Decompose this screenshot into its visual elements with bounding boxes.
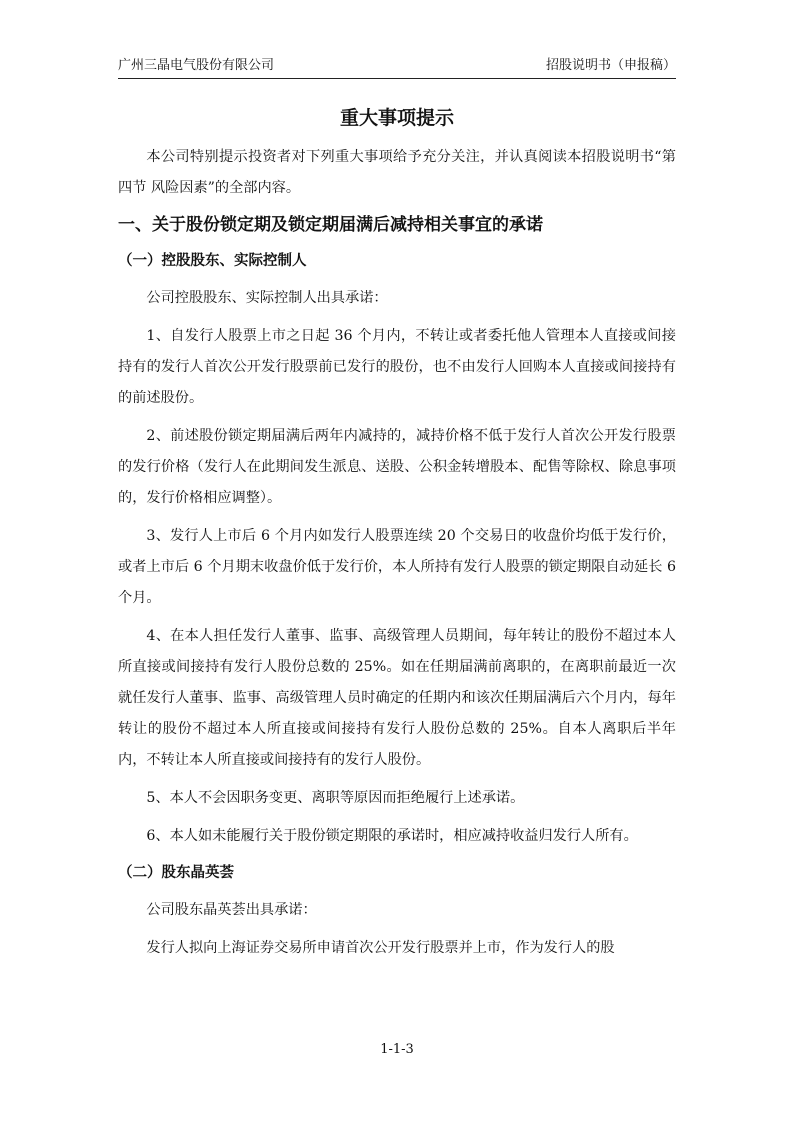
page-number: 1-1-3 <box>380 1042 414 1057</box>
header-company-name: 广州三晶电气股份有限公司 <box>118 58 275 73</box>
commitment-item-4: 4、在本人担任发行人董事、监事、高级管理人员期间，每年转让的股份不超过本人所直接或间接持有发行人股份总数的 25%。如在任期届满前离职的，在离职前最近一次就任发行人董事、监事、高级管理人员时确定的任期内和该次任期届满后六个月内，每年转让的股份不超过本人所直接或间接持有发行人股份总数的 25%。自本人离职后半年内，不转让本人所直接或间接持有的发行人股份。 <box>118 628 676 768</box>
paragraph: 发行人拟向上海证券交易所申请首次公开发行股票并上市，作为发行人的股 <box>146 940 615 956</box>
commitment-item-2: 2、前述股份锁定期届满后两年内减持的，减持价格不低于发行人首次公开发行股票的发行价格（发行人在此期间发生派息、送股、公积金转增股本、配售等除权、除息事项的，发行价格相应调整）。 <box>118 428 676 506</box>
intro-paragraph: 本公司特别提示投资者对下列重大事项给予充分关注，并认真阅读本招股说明书“第四节 风险因素”的全部内容。 <box>118 149 676 196</box>
commitment-item-3: 3、发行人上市后 6 个月内如发行人股票连续 20 个交易日的收盘价均低于发行价，或者上市后 6 个月期末收盘价低于发行价，本人所持有发行人股票的锁定期限自动延长 6 个月。 <box>118 528 676 606</box>
commitment-item-6: 6、本人如未能履行关于股份锁定期限的承诺时，相应减持收益归发行人所有。 <box>146 828 638 844</box>
page-header <box>118 56 676 79</box>
commitment-item-1: 1、自发行人股票上市之日起 36 个月内，不转让或者委托他人管理本人直接或间接持有的发行人首次公开发行股票前已发行的股份，也不由发行人回购本人直接或间接持有的前述股份。 <box>118 328 676 406</box>
section-1-heading: 一、关于股份锁定期及锁定期届满后减持相关事宜的承诺 <box>118 215 543 235</box>
paragraph: 公司股东晶英荟出具承诺： <box>146 902 317 918</box>
document-body <box>118 100 676 971</box>
subsection-2-heading: （二）股东晶英荟 <box>118 865 234 881</box>
commitment-item-5: 5、本人不会因职务变更、离职等原因而拒绝履行上述承诺。 <box>146 790 525 806</box>
paragraph: 公司控股股东、实际控制人出具承诺： <box>146 290 388 306</box>
subsection-1-heading: （一）控股股东、实际控制人 <box>118 253 307 269</box>
header-document-type: 招股说明书（申报稿） <box>545 58 676 73</box>
document-title: 重大事项提示 <box>339 107 454 129</box>
